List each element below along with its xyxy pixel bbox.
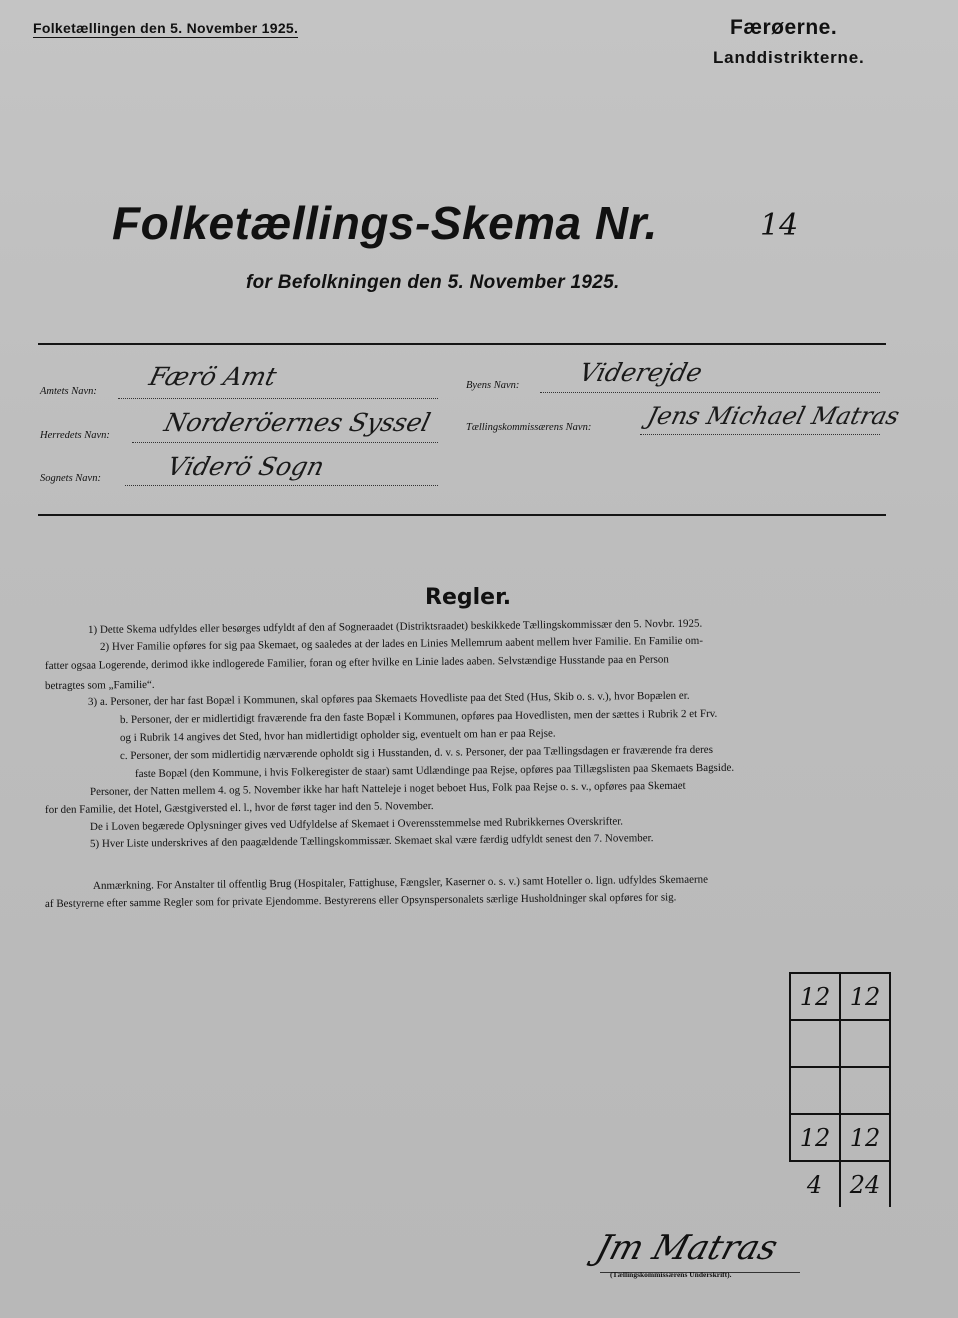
tally-cell: 12 [840,1114,890,1161]
rule-line: fatter ogsaa Logerende, derimod ikke indlogerede Familier, foran og efter hvilke en Linie lades aaben. Selvstændige Husstande paa en Person [44,653,669,672]
kommissaer-dots [640,434,880,435]
top-rule [38,343,886,345]
tally-cell [790,1067,840,1114]
rule-line: c. Personer, der som midlertidig nærværende opholdt sig i Husstanden, d. v. s. Personer, der paa Tællingsdagen er fraværende fra deres [119,743,714,762]
rule-line: faste Bopæl (den Kommune, i hvis Folkeregister de staar) samt Udlændinge paa Rejse, opføres paa Tillægslisten paa Skemaets Bagside. [134,761,735,780]
rule-line: 3) a. Personer, der har fast Bopæl i Kommunen, skal opføres paa Skemaets Hovedliste paa det Sted (Hus, Skib o. s. v.), hvor Bopælen er. [87,689,690,708]
tally-cell: 12 [790,973,840,1020]
by-dots [540,392,880,393]
rule-line: b. Personer, der er midlertidigt fraværende fra den faste Bopæl i Kommunen, opføres paa Hovedlisten, men der sættes i Rubrik 2 et Frv. [119,707,718,726]
rule-line: 5) Hver Liste underskrives af den paagældende Tællingskommissær. Skemaet skal være færdig udfyldt senest den 7. November. [89,832,654,850]
tally-cell [790,1020,840,1067]
form-title: Folketællings-Skema Nr. [112,197,658,249]
tally-cell: 12 [840,973,890,1020]
rule-line: Personer, der Natten mellem 4. og 5. November ikke har haft Natteleje i noget beboet Hus, Folk paa Rejse o. s. v., opføres paa Skemaet [89,779,686,798]
tally-cell [840,1020,890,1067]
by-label: Byens Navn: [466,380,520,391]
rule-line: for den Familie, det Hotel, Gæstgiversted el. l., hvor de først tager ind den 5. November. [44,799,434,816]
kommissaer-label: Tællingskommissærens Navn: [466,422,592,433]
kommissaer-value: Jens Michael Matras [644,402,903,430]
rule-line: 2) Hver Familie opføres for sig paa Skemaet, og saaledes at der lades en Linies Mellemrum aabent mellem hver Familie. En Familie om- [99,634,704,653]
sogn-value: Viderö Sogn [164,452,328,481]
tally-table [789,972,891,1207]
amt-label: Amtets Navn: [40,386,97,397]
tally-cell: 24 [840,1161,890,1207]
region-header: Færøerne. [730,16,838,39]
signature-label: (Tællingskommissærens Underskrift). [610,1270,732,1279]
by-value: Viderejde [576,358,706,387]
form-subtitle: for Befolkningen den 5. November 1925. [246,272,620,293]
rules-heading: Regler. [425,585,512,610]
note-line: af Bestyrerne efter samme Regler som for private Ejendomme. Bestyrerens eller Opsynspersonalets særlige Husholdninger skal opføres for sig. [44,891,677,910]
sogn-dots [125,485,438,486]
form-number: 14 [760,208,799,243]
rule-line: 1) Dette Skema udfyldes eller besørges udfyldt af den af Sogneraadet (Distriktsraadet) beskikkede Tællingskommissær den 5. Novbr. 1925. [87,617,703,636]
rule-line: og i Rubrik 14 angives det Sted, hvor han midlertidigt opholder sig, eventuelt om han er paa Rejse. [119,727,556,744]
note-line: Anmærkning. For Anstalter til offentlig Brug (Hospitaler, Fattighuse, Fængsler, Kaserner o. s. v.) samt Hoteller o. lign. udfyldes Skemaerne [92,873,709,892]
sogn-label: Sognets Navn: [40,473,101,484]
herred-dots [132,442,438,443]
rule-line: betragtes som „Familie“. [44,678,155,692]
census-date-header: Folketællingen den 5. November 1925. [33,20,299,36]
amt-dots [118,398,438,399]
district-header: Landdistrikterne. [713,48,865,67]
bottom-rule [38,514,886,516]
tally-cell: 12 [790,1114,840,1161]
tally-cell: 4 [790,1161,840,1207]
tally-cell [840,1067,890,1114]
herred-label: Herredets Navn: [40,430,110,441]
commissioner-signature: Jm Matras [591,1228,783,1268]
rule-line: De i Loven begærede Oplysninger gives ved Udfyldelse af Skemaet i Overensstemmelse med Rubrikkernes Overskrifter. [89,815,624,833]
amt-value: Færö Amt [146,362,280,391]
herred-value: Norderöernes Syssel [161,408,434,437]
